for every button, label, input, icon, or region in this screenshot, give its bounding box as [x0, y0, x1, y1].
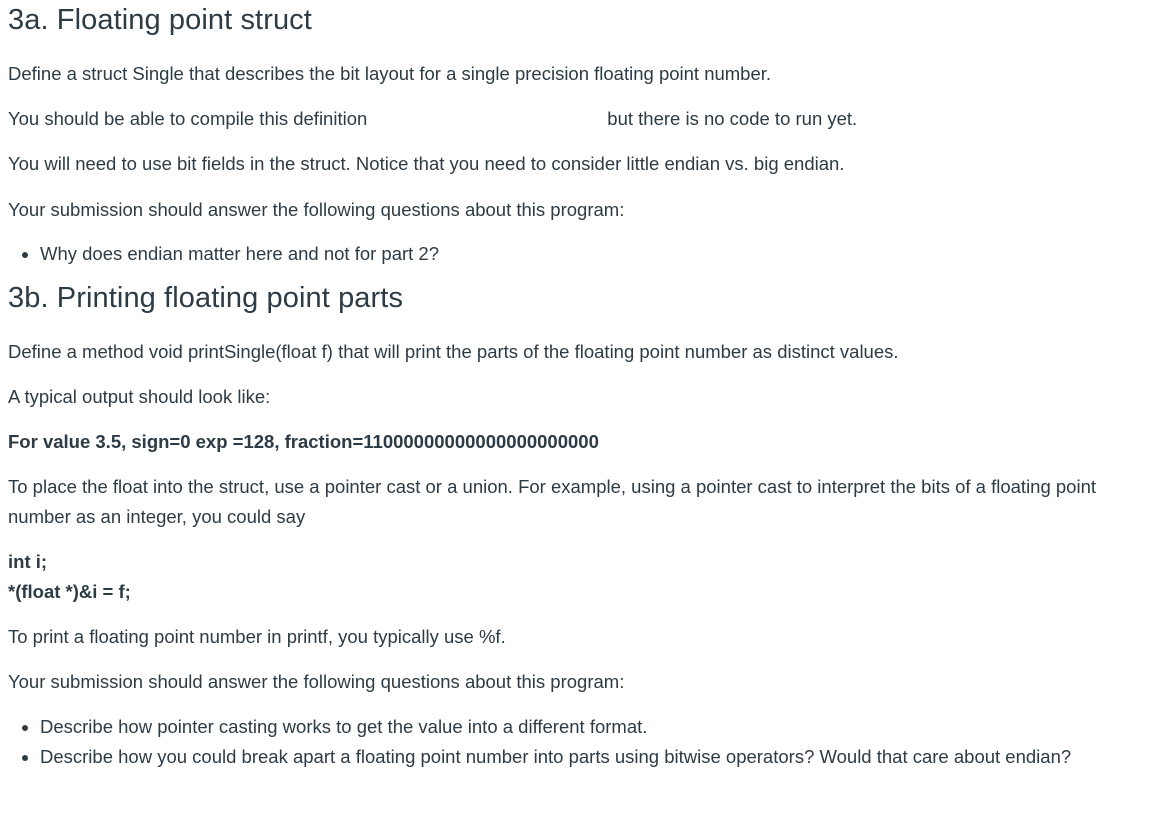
- section-3a-question-list: [8, 239, 439, 269]
- section-3b-question-list: [8, 712, 1140, 772]
- section-3b-paragraph-4: To print a floating point number in printf, you typically use %f.: [8, 626, 506, 647]
- section-3a-heading: 3a. Floating point struct: [8, 4, 312, 36]
- section-3b-paragraph-5: Your submission should answer the following questions about this program:: [8, 671, 625, 692]
- example-output: For value 3.5, sign=0 exp =128, fraction=11000000000000000000000: [8, 431, 599, 452]
- compile-text: You should be able to compile this definition: [8, 108, 368, 129]
- no-code-text: but there is no code to run yet.: [607, 108, 858, 129]
- code-line-2: *(float *)&i = f;: [8, 581, 131, 602]
- section-3b-paragraph-3: To place the float into the struct, use a pointer cast or a union. For example, using a pointer cast to interpret the bits of a floating point number as an integer, you could say: [8, 476, 1097, 527]
- question-item: • Describe how you could break apart a floating point number into parts using bitwise operators? Would that care about endian?: [40, 742, 1140, 772]
- code-line-1: int i;: [8, 551, 48, 572]
- section-3b-paragraph-2: A typical output should look like:: [8, 386, 271, 407]
- question-item: • Why does endian matter here and not for part 2?: [40, 239, 439, 269]
- section-3b-paragraph-1: Define a method void printSingle(float f) that will print the parts of the floating point number as distinct values.: [8, 341, 899, 362]
- section-3a-paragraph-4: Your submission should answer the following questions about this program:: [8, 199, 625, 220]
- section-3a-paragraph-1: Define a struct Single that describes the bit layout for a single precision floating point number.: [8, 63, 772, 84]
- section-3b-heading: 3b. Printing floating point parts: [8, 282, 404, 314]
- question-item: • Describe how pointer casting works to get the value into a different format.: [40, 712, 1140, 742]
- section-3a-paragraph-2: [8, 104, 857, 134]
- section-3a-paragraph-3: You will need to use bit fields in the struct. Notice that you need to consider little endian vs. big endian.: [8, 153, 845, 174]
